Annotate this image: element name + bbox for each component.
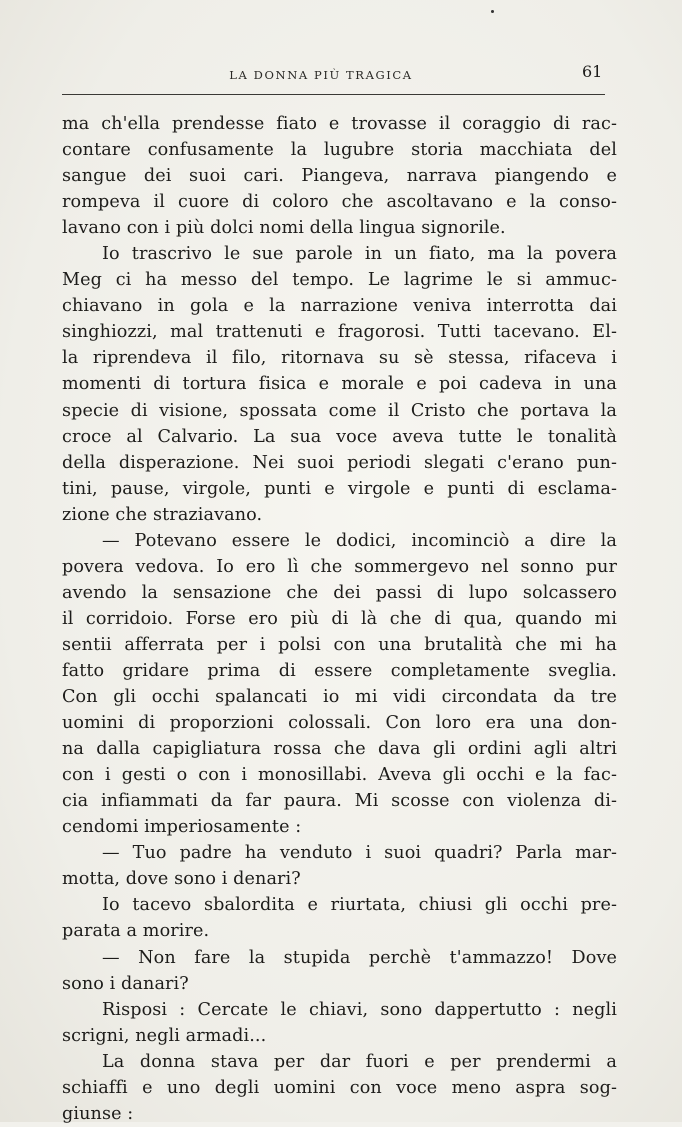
text-line: Io trascrivo le sue parole in un fiato, ma la povera xyxy=(102,244,617,265)
text-line: La donna stava per dar fuori e per prendermi a xyxy=(102,1051,617,1072)
text-line: Meg ci ha messo del tempo. Le lagrime le si ammuc- xyxy=(62,270,617,291)
text-line: Risposi : Cercate le chiavi, sono dappertutto : negli xyxy=(102,999,617,1020)
text-line: specie di visione, spossata come il Cristo che portava la xyxy=(62,400,617,421)
text-line: croce al Calvario. La sua voce aveva tutte le tonalità xyxy=(62,426,617,447)
text-line: — Potevano essere le dodici, incominciò a dire la xyxy=(102,530,617,551)
text-line: contare confusamente la lugubre storia macchiata del xyxy=(62,140,617,161)
text-line: Con gli occhi spalancati io mi vidi circondata da tre xyxy=(62,687,617,708)
text-line: la riprendeva il filo, ritornava su sè stessa, rifaceva i xyxy=(62,348,617,369)
text-line: lavano con i più dolci nomi della lingua signorile. xyxy=(62,218,506,239)
text-line: fatto gridare prima di essere completamente sveglia. xyxy=(62,660,617,681)
text-line: avendo la sensazione che dei passi di lupo solcassero xyxy=(62,582,617,603)
text-line: sangue dei suoi cari. Piangeva, narrava piangendo e xyxy=(62,166,617,187)
text-line: scrigni, negli armadi... xyxy=(62,1025,267,1046)
text-line: cendomi imperiosamente : xyxy=(62,817,302,838)
text-line: tini, pause, virgole, punti e virgole e punti di esclama- xyxy=(62,478,617,499)
text-line: sono i danari? xyxy=(62,973,189,994)
text-line: ma ch'ella prendesse fiato e trovasse il coraggio di rac- xyxy=(62,114,617,134)
text-line: singhiozzi, mal trattenuti e fragorosi. Tutti tacevano. El- xyxy=(62,322,617,343)
ink-speck xyxy=(491,10,494,13)
text-line: momenti di tortura fisica e morale e poi cadeva in una xyxy=(62,374,617,395)
text-line: — Non fare la stupida perchè t'ammazzo! Dove xyxy=(102,947,617,968)
text-line: Io tacevo sbalordita e riurtata, chiusi gli occhi pre- xyxy=(102,895,617,916)
text-line: della disperazione. Nei suoi periodi slegati c'erano pun- xyxy=(62,452,617,473)
text-line: giunse : xyxy=(62,1103,134,1124)
header-rule xyxy=(62,94,605,95)
text-line: sentii afferrata per i polsi con una brutalità che mi ha xyxy=(62,634,617,655)
text-line: rompeva il cuore di coloro che ascoltavano e la conso- xyxy=(62,192,617,213)
text-line: povera vedova. Io ero lì che sommergevo nel sonno pur xyxy=(62,556,617,577)
text-line: chiavano in gola e la narrazione veniva interrotta dai xyxy=(62,296,617,317)
running-title: LA DONNA PIÙ TRAGICA xyxy=(229,68,413,82)
body-text xyxy=(62,111,617,1127)
text-line: schiaffi e uno degli uomini con voce meno aspra sog- xyxy=(62,1077,617,1098)
text-line: il corridoio. Forse ero più di là che di qua, quando mi xyxy=(62,608,617,629)
text-line: — Tuo padre ha venduto i suoi quadri? Parla mar- xyxy=(102,843,617,864)
text-line: motta, dove sono i denari? xyxy=(62,869,301,890)
text-line: na dalla capigliatura rossa che dava gli ordini agli altri xyxy=(62,739,617,760)
page-number: 61 xyxy=(582,62,603,81)
text-line: zione che straziavano. xyxy=(62,504,263,525)
text-line: parata a morire. xyxy=(62,921,210,942)
text-line: cia infiammati da far paura. Mi scosse con violenza di- xyxy=(62,791,617,812)
text-line: uomini di proporzioni colossali. Con loro era una don- xyxy=(62,713,617,734)
running-head xyxy=(0,62,682,92)
text-line: con i gesti o con i monosillabi. Aveva gli occhi e la fac- xyxy=(62,765,617,786)
